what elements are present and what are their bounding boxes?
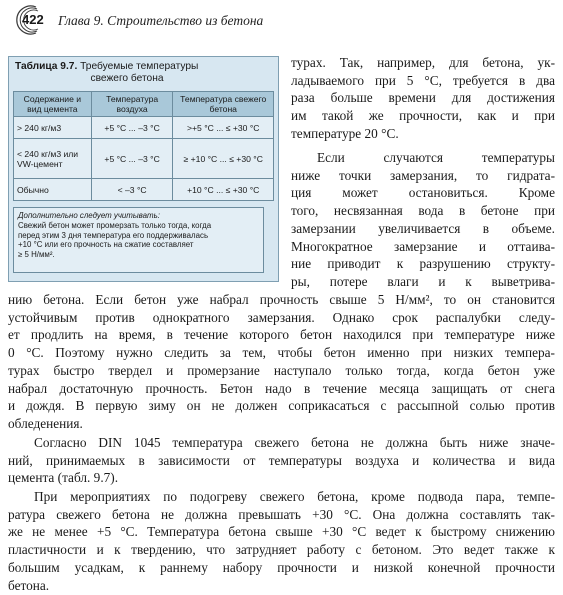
table-row (14, 179, 274, 201)
table-caption (15, 61, 273, 85)
text-line: температуре 20 °C. (291, 125, 399, 141)
text-line: бетона. (8, 577, 50, 593)
text-line: ладываемого при 5 °C, требуется в два (291, 72, 555, 88)
text-line: ние приводит к разрушению структу- (291, 256, 555, 272)
table-cell: +5 °C ... –3 °C (91, 117, 173, 139)
table-cell: < –3 °C (91, 179, 173, 201)
text-line: турах. Так, например, для бетона, ук- (291, 55, 555, 70)
table-note (13, 207, 264, 273)
paragraph-2-full (8, 291, 555, 433)
table-cell: Обычно (14, 179, 92, 201)
text-line: же не менее +5 °C. Температура бетона свыше +30 °C ведет к быстрому снижению (8, 524, 555, 540)
table-note-line: Свежий бетон может промерзать только тогда, когда (18, 220, 212, 230)
table-row (14, 139, 274, 179)
table-cell: ≥ +10 °C ... ≤ +30 °C (173, 139, 274, 179)
table-cell: < 240 кг/м3 или VW-цемент (14, 139, 92, 179)
page-number: 422 (22, 12, 44, 27)
table-header-row (14, 92, 274, 117)
table-note-title: Дополнительно следует учитывать: (18, 211, 160, 220)
text-line: набрал достаточную прочность. Бетон надо в течение месяца защищать от снега (8, 380, 555, 396)
text-line: Согласно DIN 1045 температура свежего бетона не должна быть ниже значе- (34, 435, 555, 450)
text-line: нию бетона. Если бетон уже набрал прочность свыше 5 Н/мм², то он становится (8, 292, 555, 307)
text-line: большим усадкам, к раннему набору прочности и низкой конечной прочности (8, 559, 555, 575)
temperature-table (13, 91, 274, 201)
table-note-line: перед этим 3 дня температура его поддерживалась (18, 230, 209, 240)
temperature-table-box (8, 56, 279, 282)
text-line: ниже точки замерзания, то гидрата- (291, 167, 555, 183)
paragraph-3 (8, 434, 555, 487)
text-line: цемента (табл. 9.7). (8, 470, 119, 486)
table-label: Таблица 9.7. (15, 61, 78, 72)
text-line: турах быстро твердел и промерзание наступало только тогда, когда бетон уже (8, 362, 555, 378)
table-cell: +5 °C ... –3 °C (91, 139, 173, 179)
text-line: устойчивым против однократного замерзания. Однако срок распалубки следу- (8, 309, 555, 325)
text-line: Многократное замерзание и оттаива- (291, 238, 555, 254)
table-cell: >+5 °C ... ≤ +30 °C (173, 117, 274, 139)
paragraph-1-right (291, 54, 555, 143)
column-header: Температура воздуха (91, 92, 173, 117)
text-line: ний, принимаемых в зависимости от температуры воздуха и количества и вида (8, 452, 555, 468)
column-header: Температура свежего бетона (173, 92, 274, 117)
table-title-line1: Требуемые температуры (80, 61, 199, 72)
table-note-line: +10 °C или его прочность на сжатие составляет (18, 240, 194, 250)
table-note-line: ≥ 5 Н/мм². (18, 250, 55, 260)
text-line: При мероприятиях по подогреву свежего бетона, кроме подвода пара, темпе- (34, 489, 555, 504)
column-header: Содержание и вид цемента (14, 92, 92, 117)
table-row (14, 117, 274, 139)
text-line: ры, потере влаги и к выветрива- (291, 273, 555, 289)
paragraph-2-right (291, 149, 555, 291)
text-line: пластичности и к твердению, что затрудняет работу с бетоном. Это ведет также к (8, 542, 555, 558)
text-line: раза больше времени для достижения (291, 90, 555, 106)
text-line: Если случаются температуры (317, 150, 555, 165)
text-line: им такой же прочности, как и при (291, 108, 555, 124)
text-line: и дождя. В первую зиму он не должен соприкасаться с рассыпной солью против (8, 398, 555, 414)
text-line: того, несвязанная вода в бетоне при (291, 203, 555, 219)
paragraph-4 (8, 488, 555, 594)
text-line: обледенения. (8, 415, 83, 431)
table-cell: +10 °C ... ≤ +30 °C (173, 179, 274, 201)
page-header (6, 4, 556, 36)
text-line: замерзании увеличивается в объеме. (291, 220, 555, 236)
text-line: ратура свежего бетона не должна превышать +30 °C. Она должна составлять так- (8, 506, 555, 522)
chapter-title: Глава 9. Строительство из бетона (58, 13, 264, 28)
text-line: 0 °C. Поэтому нужно следить за тем, чтобы бетон именно при низких темпера- (8, 345, 555, 361)
table-title-line2: свежего бетона (90, 73, 164, 84)
text-line: ция может остановиться. Кроме (291, 185, 555, 201)
text-line: ет продлить на время, в течение которого бетон находился при температуре ниже (8, 327, 555, 343)
table-cell: > 240 кг/м3 (14, 117, 92, 139)
